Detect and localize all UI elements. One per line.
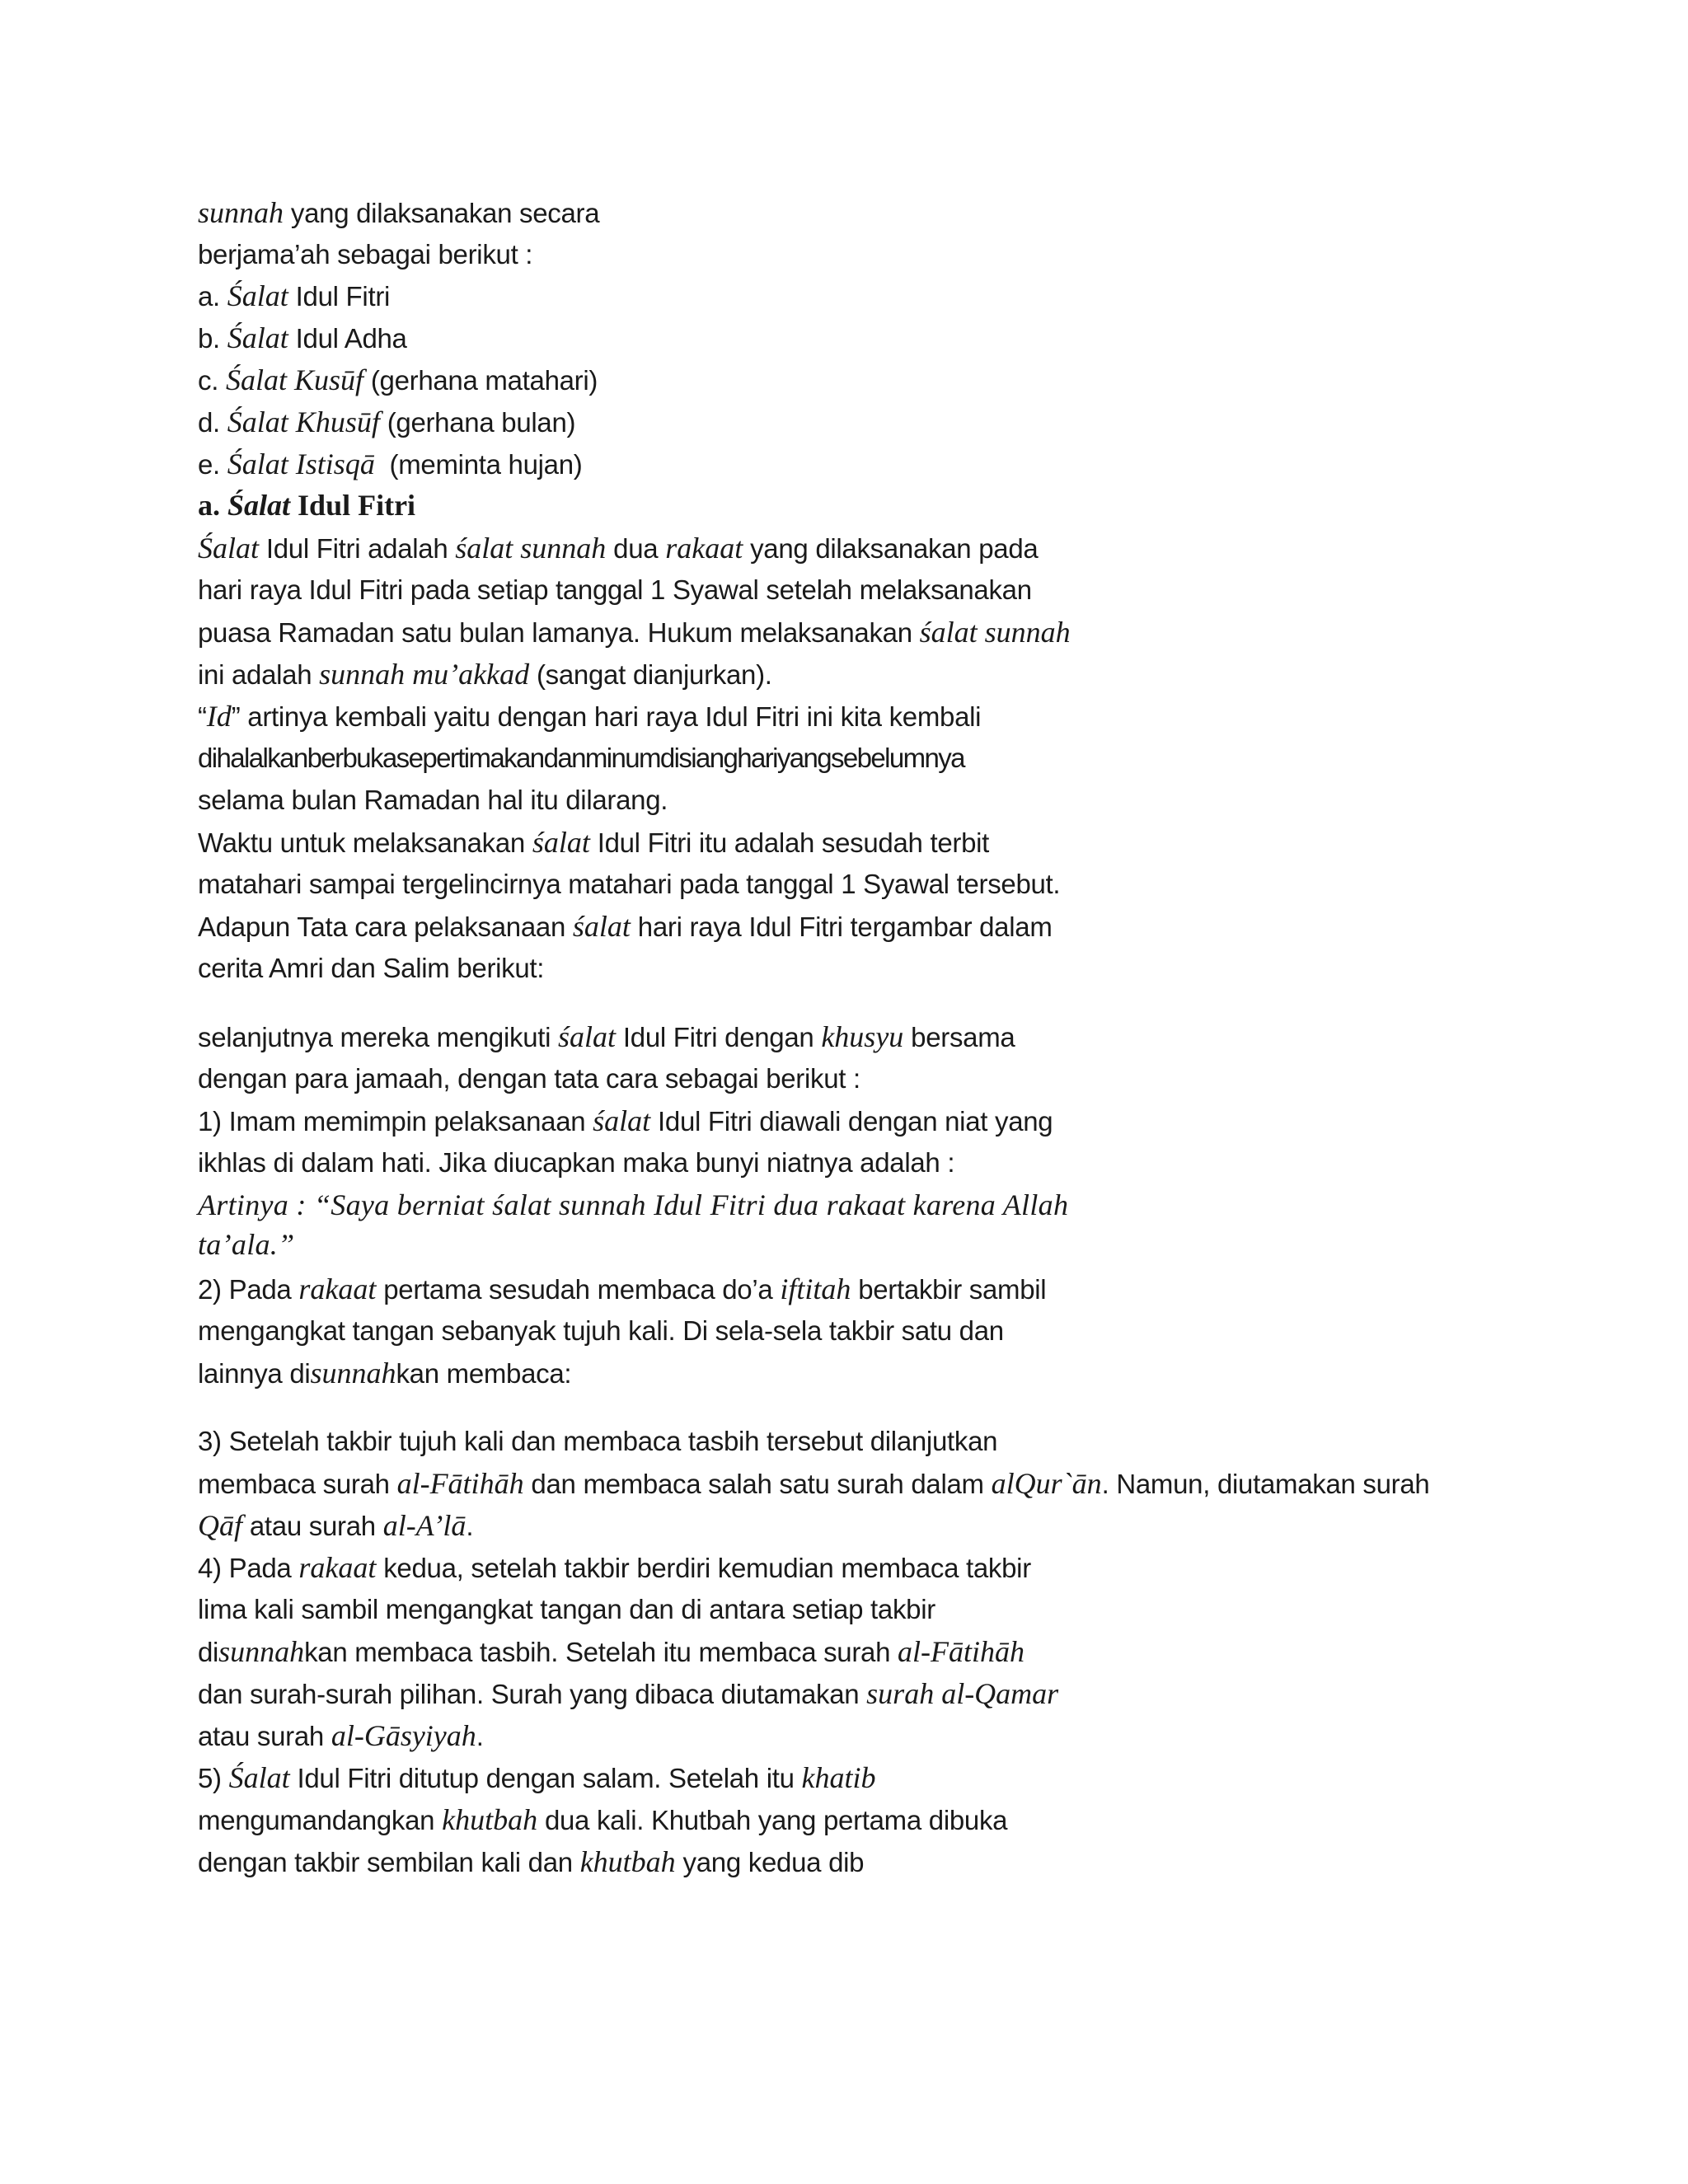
- italic-term: sunnah: [198, 196, 284, 229]
- italic-term: śalat: [572, 910, 631, 943]
- heading-prefix: a.: [198, 489, 227, 522]
- text-run: Idul Fitri adalah: [259, 533, 456, 564]
- intention-translation: [198, 1188, 1068, 1221]
- text-run: .: [466, 1511, 474, 1541]
- italic-term: iftitah: [780, 1272, 851, 1305]
- list-item: [198, 363, 598, 397]
- italic-term: sunnah mu’akkad: [319, 658, 530, 691]
- text-run: Waktu untuk melaksanakan: [198, 827, 532, 858]
- italic-term: śalat: [558, 1020, 617, 1053]
- text-run: bertakbir sambil: [851, 1274, 1047, 1305]
- text-run: dengan para jamaah, dengan tata cara sebagai berikut :: [198, 1063, 860, 1094]
- heading-italic-term: Śalat: [227, 489, 291, 522]
- text-run: dua kali. Khutbah yang pertama dibuka: [537, 1805, 1008, 1835]
- text-run: a.: [198, 281, 227, 312]
- text-run: membaca surah: [198, 1469, 397, 1499]
- text-run: lainnya di: [198, 1358, 311, 1389]
- text-run: Idul Fitri itu adalah sesudah terbit: [589, 827, 990, 858]
- text-run: cerita Amri dan Salim berikut:: [198, 953, 545, 983]
- italic-term: rakaat: [298, 1272, 377, 1305]
- italic-term: khatib: [801, 1761, 876, 1794]
- italic-term: Śalat: [198, 532, 260, 565]
- text-line: [198, 532, 1038, 565]
- text-run: Idul Adha: [288, 323, 407, 354]
- text-run: atau surah: [242, 1511, 383, 1541]
- list-item: [198, 448, 582, 481]
- italic-term: surah al-Qamar: [866, 1677, 1059, 1710]
- italic-term: sunnah: [310, 1357, 396, 1390]
- text-run: dan membaca salah satu surah dalam: [523, 1469, 992, 1499]
- italic-term: alQur`ān: [991, 1467, 1102, 1500]
- text-line: [198, 1425, 997, 1458]
- italic-term: Śalat: [228, 1761, 290, 1794]
- text-run: (gerhana bulan): [379, 407, 576, 438]
- text-line: [198, 1845, 864, 1879]
- text-run: selanjutnya mereka mengikuti: [198, 1022, 559, 1052]
- text-run: lima kali sambil mengangkat tangan dan di antara setiap takbir: [198, 1594, 935, 1624]
- text-line: [198, 1509, 473, 1543]
- text-line: [198, 1551, 1031, 1585]
- text-run: Idul Fitri ditutup dengan salam. Setelah itu: [289, 1763, 802, 1793]
- text-run: berjama’ah sebagai berikut :: [198, 239, 533, 269]
- text-line: [198, 1062, 860, 1095]
- text-run: (gerhana matahari): [363, 365, 598, 396]
- text-run: “: [198, 701, 207, 732]
- text-line: [198, 1357, 571, 1390]
- italic-term: śalat sunnah: [919, 616, 1071, 649]
- italic-term: sunnah: [218, 1635, 305, 1668]
- text-run: ” artinya kembali yaitu dengan hari raya Idul Fitri ini kita kembali: [231, 701, 982, 732]
- italic-term: al-Gāsyiyah: [331, 1719, 476, 1752]
- text-line: [198, 910, 1053, 944]
- text-run: hari raya Idul Fitri tergambar dalam: [630, 912, 1053, 942]
- italic-term: Id: [206, 700, 232, 733]
- text-run: Idul Fitri: [288, 281, 391, 312]
- heading-text: Idul Fitri: [290, 489, 416, 522]
- italic-term: Śalat: [227, 279, 288, 312]
- text-run: dihalalkanberbukasepertimakandanminumdisianghariyangsebelumnya: [198, 743, 964, 773]
- text-run: mengangkat tangan sebanyak tujuh kali. Di sela-sela takbir satu dan: [198, 1315, 1004, 1346]
- text-line: [198, 658, 772, 691]
- text-run: pertama sesudah membaca do’a: [376, 1274, 781, 1305]
- text-run: dengan takbir sembilan kali dan: [198, 1847, 580, 1877]
- text-line: [198, 1761, 876, 1795]
- text-run: dan surah-surah pilihan. Surah yang dibaca diutamakan: [198, 1679, 867, 1709]
- text-run: ikhlas di dalam hati. Jika diucapkan maka bunyi niatnya adalah :: [198, 1147, 955, 1178]
- text-run: atau surah: [198, 1721, 331, 1751]
- text-line: [198, 868, 1060, 901]
- italic-term: khusyu: [821, 1020, 904, 1053]
- text-run: Adapun Tata cara pelaksanaan: [198, 912, 573, 942]
- text-line: [198, 1104, 1053, 1138]
- text-line: [198, 1635, 1025, 1669]
- text-line: [198, 1272, 1046, 1306]
- italic-term: Śalat Kusūf: [225, 363, 363, 396]
- text-line: [198, 1677, 1058, 1711]
- italic-term: śalat sunnah: [455, 532, 607, 565]
- text-run: c.: [198, 365, 226, 396]
- text-line: [198, 742, 964, 775]
- text-run: .: [476, 1721, 484, 1751]
- text-run: . Namun, diutamakan surah: [1101, 1469, 1430, 1499]
- text-line: [198, 1020, 1015, 1054]
- text-run: 4) Pada: [198, 1553, 299, 1583]
- italic-term: khutbah: [442, 1803, 538, 1836]
- text-run: 1) Imam memimpin pelaksanaan: [198, 1106, 593, 1137]
- text-run: ta’ala.”: [198, 1228, 295, 1261]
- text-run: ini adalah: [198, 659, 320, 690]
- text-run: matahari sampai tergelincirnya matahari pada tanggal 1 Syawal tersebut.: [198, 869, 1061, 899]
- text-line: [198, 1467, 1429, 1501]
- text-line: [198, 196, 599, 230]
- italic-term: Qāf: [198, 1509, 242, 1542]
- text-run: Artinya : “Saya berniat śalat sunnah Idul Fitri dua rakaat karena Allah: [198, 1188, 1069, 1221]
- text-run: yang dilaksanakan secara: [284, 198, 600, 228]
- italic-term: rakaat: [298, 1551, 377, 1584]
- text-run: bersama: [903, 1022, 1015, 1052]
- text-run: hari raya Idul Fitri pada setiap tanggal 1 Syawal setelah melaksanakan: [198, 574, 1032, 605]
- text-line: [198, 826, 989, 860]
- text-run: dua: [606, 533, 666, 564]
- text-line: [198, 1803, 1007, 1837]
- text-run: e.: [198, 449, 227, 480]
- text-line: [198, 1593, 935, 1626]
- italic-term: Śalat Istisqā: [227, 448, 375, 480]
- list-item: [198, 405, 575, 439]
- text-run: yang kedua dib: [675, 1847, 865, 1877]
- italic-term: rakaat: [665, 532, 743, 565]
- text-run: selama bulan Ramadan hal itu dilarang.: [198, 785, 668, 815]
- text-line: [198, 574, 1032, 607]
- text-run: Idul Fitri dengan: [616, 1022, 822, 1052]
- text-line: [198, 238, 532, 271]
- text-line: [198, 1146, 954, 1179]
- text-line: [198, 952, 544, 985]
- list-item: [198, 279, 390, 313]
- italic-term: śalat: [593, 1104, 651, 1137]
- italic-term: Śalat: [227, 321, 288, 354]
- italic-term: al-A’lā: [382, 1509, 467, 1542]
- text-run: b.: [198, 323, 227, 354]
- text-run: 5): [198, 1763, 229, 1793]
- text-run: d.: [198, 407, 227, 438]
- text-run: kan membaca:: [396, 1358, 572, 1389]
- italic-term: khutbah: [579, 1845, 676, 1878]
- text-run: (sangat dianjurkan).: [529, 659, 772, 690]
- text-line: [198, 700, 981, 733]
- text-run: 2) Pada: [198, 1274, 299, 1305]
- section-heading: [198, 489, 415, 522]
- text-run: kan membaca tasbih. Setelah itu membaca surah: [304, 1637, 898, 1667]
- text-line: [198, 1315, 1004, 1347]
- text-line: [198, 616, 1071, 649]
- italic-term: al-Fātihāh: [396, 1467, 524, 1500]
- text-run: (meminta hujan): [374, 449, 583, 480]
- italic-term: al-Fātihāh: [898, 1635, 1025, 1668]
- text-run: 3) Setelah takbir tujuh kali dan membaca tasbih tersebut dilanjutkan: [198, 1426, 998, 1456]
- italic-term: Śalat Khusūf: [227, 405, 380, 438]
- text-run: di: [198, 1637, 219, 1667]
- text-line: [198, 1719, 484, 1753]
- text-run: puasa Ramadan satu bulan lamanya. Hukum melaksanakan: [198, 617, 920, 648]
- italic-term: śalat: [532, 826, 590, 859]
- text-run: yang dilaksanakan pada: [743, 533, 1039, 564]
- intention-translation: [198, 1228, 294, 1261]
- list-item: [198, 321, 407, 355]
- text-line: [198, 784, 668, 817]
- text-run: Idul Fitri diawali dengan niat yang: [650, 1106, 1053, 1137]
- text-run: kedua, setelah takbir berdiri kemudian membaca takbir: [376, 1553, 1031, 1583]
- text-run: mengumandangkan: [198, 1805, 443, 1835]
